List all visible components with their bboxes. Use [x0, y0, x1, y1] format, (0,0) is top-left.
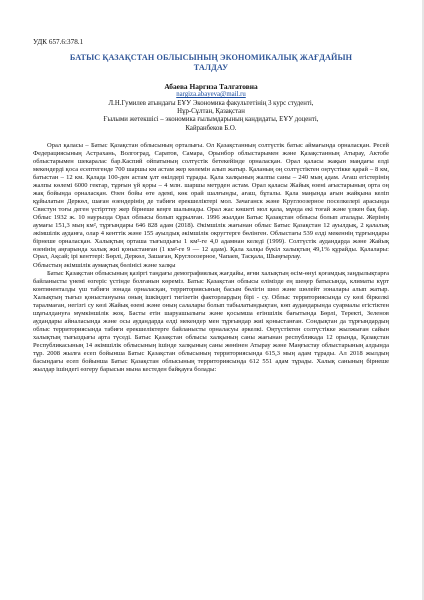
paragraph-2: Батыс Қазақстан облысының қазіргі таңдағы демографиялық жағдайы, яғни халықтың өсім-өнуі қоғамдық заңдылықтарға байланысты үнемі өзгеріс үстінде болғанын көреміз. Батыс Қазақстан облысы елімізде ең шеңер батысында, климаты күрт континенталды үш табиғи зонада орналасқан, территориясының басым бөлігін шөл және шөлейт зоналары алып жатыр. Халықтың тығыз қоныстануына оның ішкіндегі тигізетін факторлардың бірі - су. Облыс территориясында су көзі біркелкі таралмаған, негізгі су көзі Жайық өзені және оның салалары болып табылатындықтан, көп аудандарында суармалы егістіктен шұғылдануға мүмкіншілік жоқ. Басты етін шаруашылығы және қосымша егіншілік бағытында Бөрлі, Теректі, Зеленов аудандары айналасында және осы аудандарда елді мекендер мен тұрғындар жиі қоныстанған. Сондықтан да тұрғындардың облыс территориясында табиғи ерекшеліктерге байланысты орналасуы әркелкі. Оңтүстіктен солтүстікке жылжыған сайын халықтың тығыздығы арта түседі. Батыс Қазақстан облысы халқының саны жағынан республикада 12 орында, Қазақстан Республикасының 14 әкімшілік облысының ішінде халқының саны жөнінен Атырау және Маңғыстау облыстарының алдында тұр. 2008 жылға есеп бойынша Батыс Қазақстан облысының территориясында 615,3 мың адам тұрады. Ал 2018 жылдың басындағы есеп бойынша Батыс Қазақстан облысының территориясында 612 551 адам тұрады. Халық санының бірнеше жылдар ішіндегі өзгеру барысын мына кестеден байқауға болады: [33, 270, 389, 373]
affiliation-line-1: Л.Н.Гумилев атындағы ЕҰУ Экономика факультетінің 3 курс студенті, [108, 99, 314, 107]
title-line-2: ТАЛДАУ [193, 63, 229, 72]
affiliation-line-4: Кайранбеков Б.О. [185, 124, 237, 132]
paper-body [33, 142, 389, 374]
affiliation-line-2: Нұр-Сұлтан, Қазақстан [177, 107, 245, 115]
section-heading: Облыстың әкімшілік аумақтық бөлінісі және халқы [33, 262, 176, 270]
affiliation-line-3: Ғылыми жетекшісі – экономика ғылымдарының кандидаты, ЕҰУ доценті, [103, 116, 319, 124]
author-name: Абаева Наргиза Талгатовна [164, 82, 258, 91]
author-email-link[interactable]: nargiza.abayeva@mail.ru [176, 91, 246, 98]
title-line-1: БАТЫС ҚАЗАҚСТАН ОБЛЫСЫНЫҢ ЭКОНОМИКАЛЫҚ ЖАҒДАЙЫН [69, 53, 353, 62]
paper-content [33, 38, 389, 374]
paper-title [33, 53, 389, 73]
udk-code: УДК 657.6:378.1 [33, 38, 84, 46]
paragraph-1: Орал қаласы – Батыс Қазақстан облысының орталығы. Ол Қазақстанның солтүстік батыс аймағында орналасқан. Ресей Федерациясының Астрахань, Волгоград, Саратов, Самара, Орынбор облыстарымен және Қазақстанның Атырау, Актобе облыстарымен шекаралас бар.Каспий ойпатының солтүстік бетекейінде орналасқан. Орал қаласы жақын маңдағы елді мекендерді қоса есептегенде 700 шаршы км астам жер көлемін алып жатыр. Қаланың оң солтүстіктен оңтүстікке қарай – 8 км, батыстан – 12 км. Қалада 100-ден астам ұлт өкілдері тұрады. Қала халқының жалпы саны – 240 мың адам. Ағаш егістерінің жалпы көлемі 6000 гектар, тұрғын үй қоры – 4 млн. шаршы метрден астам. Орал қаласы Жайық өзені ағыстарының орта оң жақ бойында орналасқан. Өзен бойы өте әдемі, көк орай шалғынды, ағаш, бұталы. Қала маңында ағын жайқына келіп құйылатын Деркөл, шаған өзендерінің де табиғи ерекшеліктері мол. Зачаганск және Круглоозерное поселкелері арасында Свистун тоғы деген үстірттеу жер бірнеше кеңге шалынады. Орал жас көшеті мол қала, мұнда екі тоғай және үлкен бақ бар. Облыс 1932 ж. 10 наурызда Орал облысы болып құрылған. 1996 жылдан Батыс Қазақстан облысы болып аталады. Жерінің аумағы 151,3 мың км², тұрғындары 646 828 адам (2018). Әкімшілік жағынан облыс Батыс Қазақстан 12 ауылдық, 2 қалалық әкімшілік ауданға, олар 4 кенттік және 155 ауылдық әкімшілік округтерге бөлінген. Облыстағы 539 елді мекеннің тұрғындары бірнеше орналасқан. Халықтың орташа тығыздығы 1 км²-ге 4,0 адамнан келеді (1999). Солтүстік аудандарда және Жайық өзенінің аңғарында халық жиі қоныстанған (1 км²-ге 9 — 12 адам). Қала халқы бүкіл халықтың 49,1% құрайды. Қалалары: Орал, Ақсай; ірі кенттері: Бөрлі, Деркөл, Зашаған, Круглоозерное, Чапаев, Тасқала, Шыңғырлау. [33, 142, 389, 261]
